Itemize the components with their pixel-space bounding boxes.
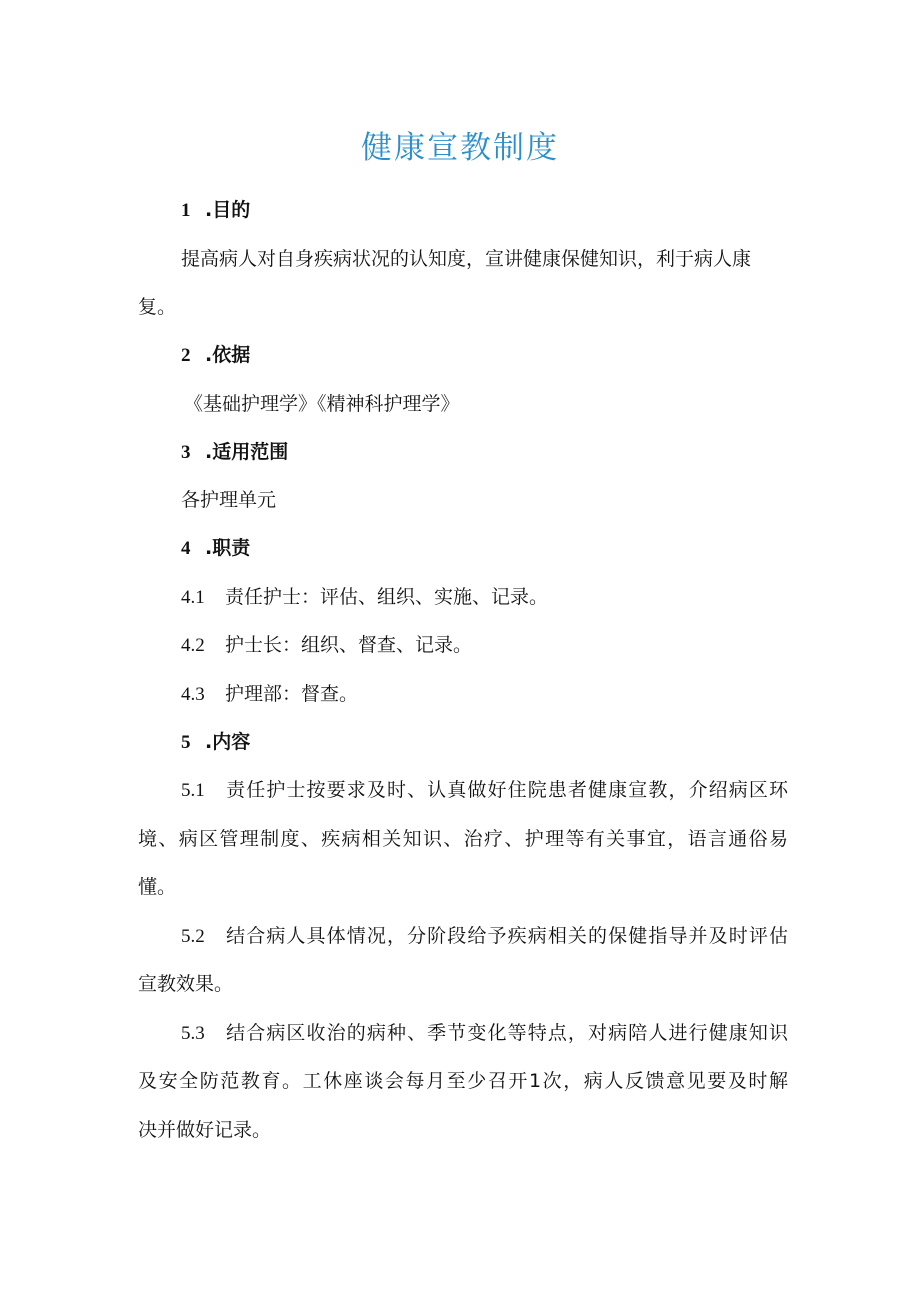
section-1-body-line-1 [181, 246, 788, 272]
paragraph-text: 各护理单元 [181, 489, 277, 511]
section-number: 1 [181, 200, 191, 221]
section-number: 5 [181, 732, 191, 753]
section-number: 4 [181, 538, 191, 559]
item-text: 结合病区收治的病种、季节变化等特点，对病陪人进行健康知识 [225, 1022, 788, 1044]
content-item-5-2-line-2 [138, 971, 788, 997]
item-text: 懂。 [138, 876, 177, 898]
section-2-body [184, 391, 834, 417]
section-heading-2 [181, 342, 831, 369]
section-title: .依据 [205, 344, 251, 366]
item-number: 5.2 [181, 926, 205, 947]
item-text: 责任护士：评估、组织、实施、记录。 [225, 586, 549, 608]
content-item-5-1-line-1 [181, 777, 788, 804]
section-1-body-line-2 [138, 294, 788, 320]
item-text: 护士长：组织、督查、记录。 [225, 634, 473, 656]
item-text: 宣教效果。 [138, 973, 234, 995]
section-heading-4 [181, 535, 831, 562]
item-number: 4.2 [181, 635, 205, 656]
section-heading-5 [181, 729, 831, 756]
content-item-5-2-line-1 [181, 923, 788, 950]
item-text: 及安全防范教育。工休座谈会每月至少召开1次，病人反馈意见要及时解 [138, 1070, 788, 1092]
reference-text: 《基础护理学》《精神科护理学》 [184, 393, 460, 415]
paragraph-text: 复。 [138, 296, 177, 318]
content-item-5-3-line-3 [138, 1117, 788, 1143]
item-text: 护理部：督查。 [225, 683, 359, 705]
content-item-5-1-line-3 [138, 874, 788, 900]
section-number: 3 [181, 442, 191, 463]
section-title: .适用范围 [205, 441, 289, 463]
paragraph-text: 提高病人对自身疾病状况的认知度，宣讲健康保健知识，利于病人康 [181, 248, 752, 270]
document-title: 健康宣教制度 [361, 130, 559, 166]
duty-item-4-2 [181, 632, 831, 659]
section-title: .内容 [205, 731, 251, 753]
item-text: 境、病区管理制度、疾病相关知识、治疗、护理等有关事宜，语言通俗易 [138, 828, 788, 850]
content-item-5-3-line-1 [181, 1020, 788, 1047]
item-text: 责任护士按要求及时、认真做好住院患者健康宣教，介绍病区环 [225, 779, 788, 801]
content-item-5-1-line-2 [138, 826, 788, 852]
item-number: 5.1 [181, 780, 205, 801]
section-title: .目的 [205, 199, 251, 221]
duty-item-4-3 [181, 681, 831, 708]
item-text: 结合病人具体情况，分阶段给予疾病相关的保健指导并及时评估 [225, 925, 788, 947]
content-item-5-3-line-2 [138, 1068, 788, 1094]
duty-item-4-1 [181, 584, 831, 611]
item-text: 决并做好记录。 [138, 1119, 272, 1141]
section-3-body [181, 487, 831, 513]
item-number: 4.3 [181, 684, 205, 705]
section-heading-1 [181, 197, 831, 224]
section-title: .职责 [205, 537, 251, 559]
section-heading-3 [181, 439, 831, 466]
section-number: 2 [181, 345, 191, 366]
item-number: 5.3 [181, 1023, 205, 1044]
item-number: 4.1 [181, 587, 205, 608]
